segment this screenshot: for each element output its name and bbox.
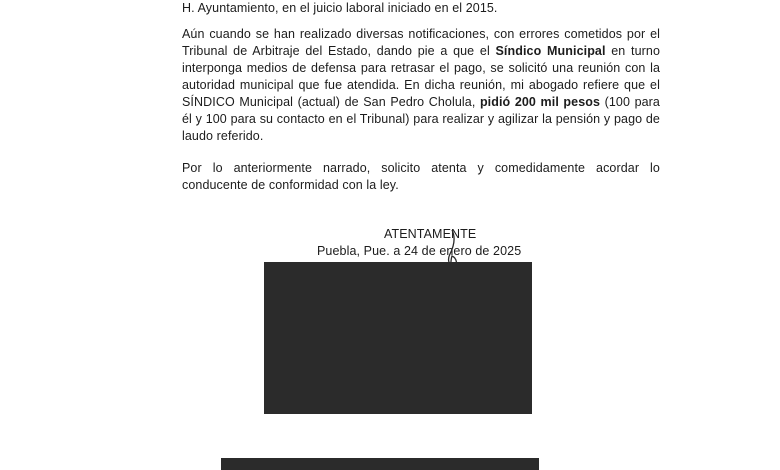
closing-place-date: Puebla, Pue. a 24 de enero de 2025: [317, 244, 522, 258]
paragraph1-line4: autoridad municipal que fue atendida. En dicha reunión, mi abogado refiere que el: [182, 78, 660, 92]
paragraph1-line6: él y 100 para su contacto en el Tribunal) para realizar y agilizar la pensión y pago de: [182, 112, 660, 126]
pidio-amount-bold: pidió 200 mil pesos: [479, 95, 601, 109]
sindico-municipal-bold: Síndico Municipal: [495, 44, 606, 58]
paragraph1-line1: Aún cuando se han realizado diversas notificaciones, con errores cometidos por el: [182, 27, 660, 41]
paragraph1-line5-end: (100 para: [600, 95, 660, 109]
paragraph1-line2-text: Tribunal de Arbitraje del Estado, dando pie a que el: [182, 44, 496, 58]
paragraph1-line5: [182, 94, 660, 111]
paragraph1-line7: laudo referido.: [182, 129, 264, 143]
redacted-bottom-block: [221, 458, 539, 470]
top-line: H. Ayuntamiento, en el juicio laboral iniciado en el 2015.: [182, 1, 498, 15]
redacted-signature-block: [264, 262, 532, 414]
paragraph2-line2: conducente de conformidad con la ley.: [182, 178, 399, 192]
paragraph2-line1: Por lo anteriormente narrado, solicito atenta y comedidamente acordar lo: [182, 161, 660, 175]
paragraph1-line3: interponga medios de defensa para retrasar el pago, se solicitó una reunión con la: [182, 61, 660, 75]
paragraph1-line5-text: SÍNDICO Municipal (actual) de San Pedro Cholula,: [182, 95, 480, 109]
paragraph1-line2: [182, 43, 660, 60]
closing-salutation: ATENTAMENTE: [384, 227, 477, 241]
paragraph1-line2-end: en turno: [605, 44, 660, 58]
